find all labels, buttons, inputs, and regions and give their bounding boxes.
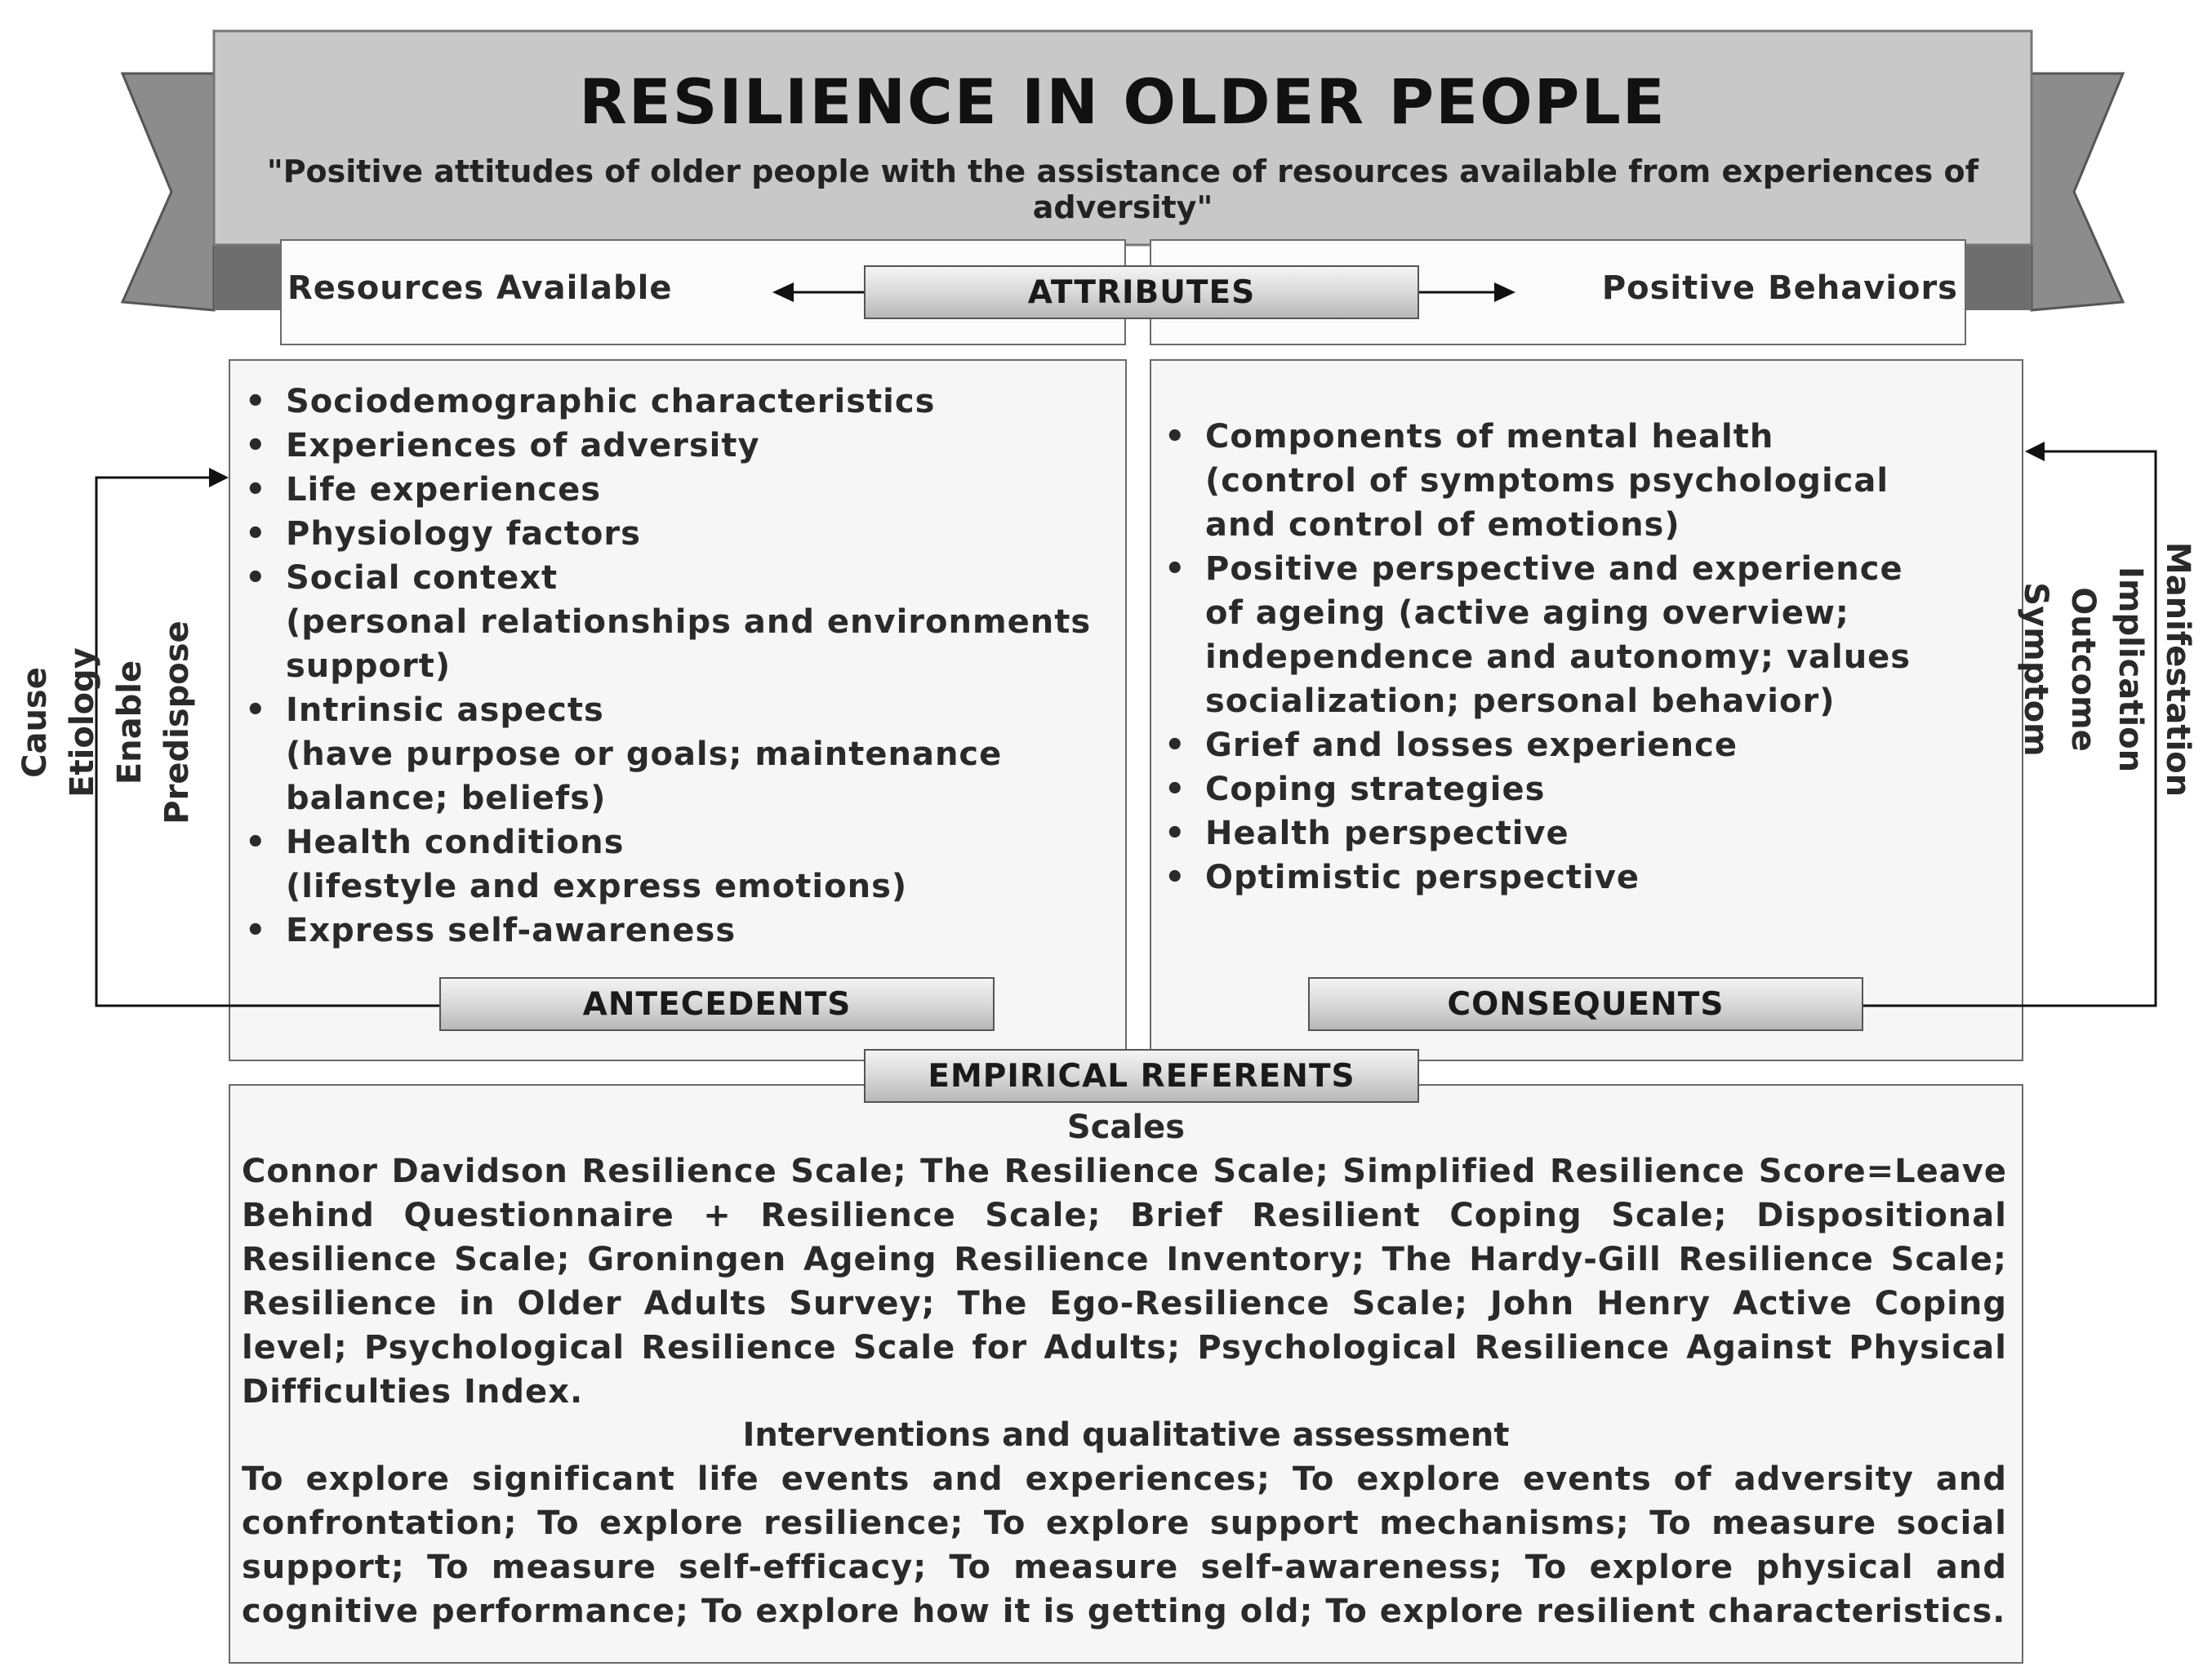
side-label-etiology: Etiology [64,647,101,798]
antecedents-button: ANTECEDENTS [439,977,995,1031]
antecedent-item-text: Intrinsic aspects [286,691,604,729]
scales-heading: Scales [1066,1109,1186,1146]
consequent-item: • Grief and losses experience [1158,723,1925,767]
antecedent-item-text: Experiences of adversity [286,427,760,464]
antecedent-item-detail: (have purpose or goals; maintenance balance; beliefs) [286,736,1003,817]
side-label-implication: Implication [2112,566,2149,773]
interventions-heading: Interventions and qualitative assessment [742,1416,1510,1454]
interventions-text: To explore significant life events and experiences; To explore events of adversity and confrontation; To explore resilience; To explore support mechanisms; To measure social support; To measure self-efficacy; To measure self-awareness; To explore physical and cognitive performance; To explore how it is getting old; To explore resilient characteristics. [242,1460,2007,1630]
consequents-side-labels [2012,542,2201,797]
consequents-button: CONSEQUENTS [1308,977,1863,1031]
side-label-manifestation: Manifestation [2159,541,2196,798]
attributes-button: ATTRIBUTES [864,265,1419,319]
banner-title: RESILIENCE IN OLDER PEOPLE [579,65,1667,138]
antecedent-item-detail: (personal relationships and environments support) [286,603,1092,685]
scales-text: Connor Davidson Resilience Scale; The Resilience Scale; Simplified Resilience Score=Leave Behind Questionnaire + Resilience Scale; Brief Resilient Coping Scale; Dispositional Resilience Scale; Groningen Ageing Resilience Inventory; The Hardy-Gill Resilience Scale; Resilience in Older Adults Survey; The Ego-Resilience Scale; John Henry Active Coping level; Psychological Resilience Scale for Adults; Psychological Resilience Against Physical Difficulties Index. [242,1153,2007,1411]
resources-available-label: Resources Available [287,269,673,307]
side-label-enable: Enable [111,660,149,785]
side-label-predispose: Predispose [158,620,196,824]
consequent-item: • Components of mental health (control of symptoms psychological and control of emotions) [1158,415,1925,547]
consequent-item: • Positive perspective and experience of ageing (active aging overview; independence and autonomy; values socialization; personal behavior) [1158,547,1925,723]
consequent-item: • Health perspective [1158,811,1925,856]
antecedent-item-text: Physiology factors [286,515,641,553]
antecedent-item-text: Social context [286,559,559,597]
empirical-referents-button: EMPIRICAL REFERENTS [864,1049,1419,1103]
antecedent-item-text: Life experiences [286,471,602,509]
antecedent-item-text: Sociodemographic characteristics [286,383,936,420]
antecedents-side-labels [11,620,201,824]
side-label-symptom: Symptom [2017,582,2054,757]
side-label-cause: Cause [16,667,54,778]
positive-behaviors-label: Positive Behaviors [1601,269,1958,307]
consequent-item: • Coping strategies [1158,767,1925,811]
antecedent-item-text: Express self-awareness [286,912,737,949]
antecedent-item-detail: (lifestyle and express emotions) [286,868,908,905]
banner-definition: "Positive attitudes of older people with the assistance of resources available from experiences of adversity" [266,153,1979,225]
antecedent-item-text: Health conditions [286,824,625,861]
side-label-outcome: Outcome [2064,587,2102,752]
consequent-item: • Optimistic perspective [1158,856,1925,900]
